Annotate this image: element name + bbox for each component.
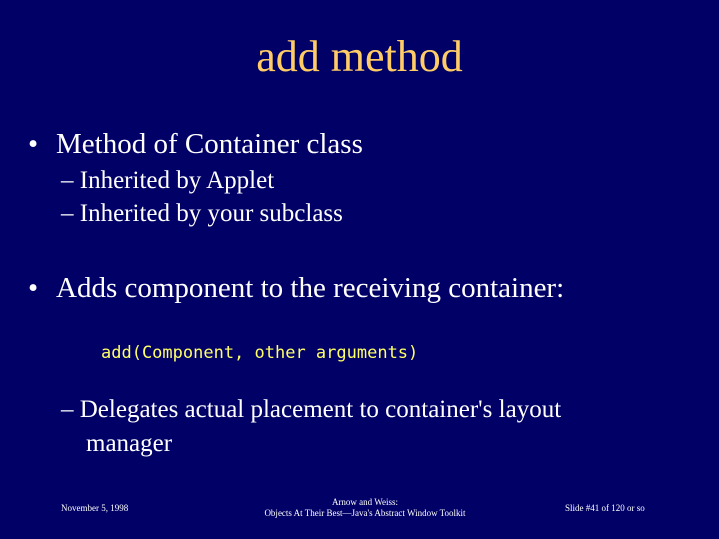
- slide-title: add method: [256, 32, 463, 81]
- footer-credit: [200, 497, 530, 519]
- footer-date: November 5, 1998: [61, 503, 129, 513]
- bullet-text: Method of Container class: [56, 128, 363, 160]
- code-snippet: add(Component, other arguments): [101, 343, 419, 363]
- bullet-item-adds-component: [28, 271, 564, 305]
- bullet-marker: •: [28, 128, 39, 160]
- bullet-text: Adds component to the receiving container:: [56, 272, 565, 304]
- bullet-marker: •: [28, 272, 39, 304]
- bullet-item-container-method: [28, 127, 363, 161]
- footer-book-title: Objects At Their Best—Java's Abstract Window Toolkit: [264, 508, 466, 518]
- sub-bullet-subclass: – Inherited by your subclass: [61, 200, 343, 227]
- sub-bullet-delegates-continued: manager: [86, 430, 173, 457]
- footer-authors: Arnow and Weiss:: [331, 497, 399, 507]
- sub-bullet-delegates: – Delegates actual placement to container's layout: [61, 396, 562, 423]
- sub-bullet-applet: – Inherited by Applet: [61, 167, 275, 194]
- footer-slide-number: Slide #41 of 120 or so: [565, 503, 645, 513]
